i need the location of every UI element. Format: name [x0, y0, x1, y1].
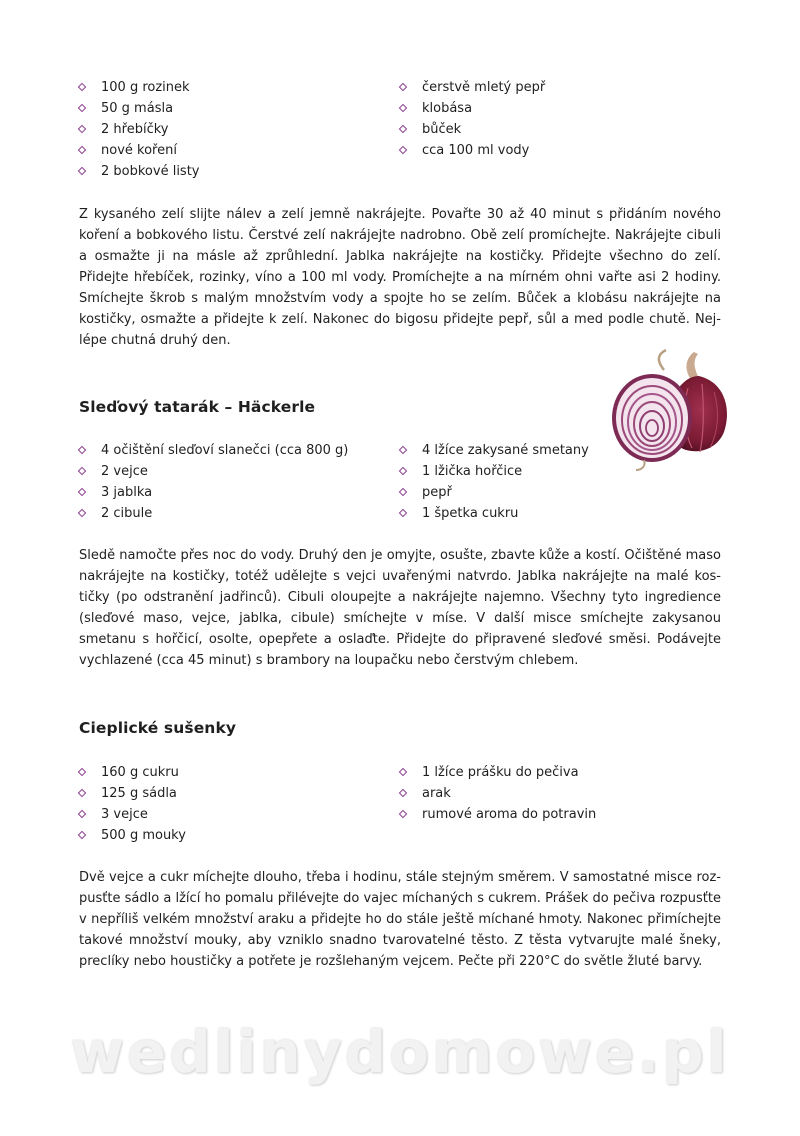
list-item: 125 g sádla [79, 783, 186, 804]
diamond-bullet-icon [78, 831, 86, 839]
ingredients-right-3 [400, 762, 596, 825]
red-onion-illustration [604, 348, 734, 473]
ingredients-left-3 [79, 762, 186, 846]
watermark: wedlinydomowe.pl [70, 1018, 730, 1086]
list-item: 4 lžíce zakysané smetany [400, 440, 589, 461]
diamond-bullet-icon [399, 146, 407, 154]
diamond-bullet-icon [399, 509, 407, 517]
list-item: 1 špetka cukru [400, 503, 589, 524]
diamond-bullet-icon [78, 467, 86, 475]
list-item: pepř [400, 482, 589, 503]
diamond-bullet-icon [78, 768, 86, 776]
diamond-bullet-icon [399, 467, 407, 475]
diamond-bullet-icon [78, 810, 86, 818]
list-item: 160 g cukru [79, 762, 186, 783]
list-item: cca 100 ml vody [400, 140, 545, 161]
diamond-bullet-icon [78, 167, 86, 175]
list-item: klobása [400, 98, 545, 119]
list-item: 4 očištění sleďoví slanečci (cca 800 g) [79, 440, 348, 461]
list-item: 1 lžička hořčice [400, 461, 589, 482]
recipe-title-herring-tartare: Sleďový tatarák – Häckerle [79, 398, 316, 416]
ingredients-right-1 [400, 77, 545, 161]
list-item: nové koření [79, 140, 200, 161]
list-item: 2 cibule [79, 503, 348, 524]
list-item: 100 g rozinek [79, 77, 200, 98]
list-item: 2 bobkové listy [79, 161, 200, 182]
list-item: 3 vejce [79, 804, 186, 825]
diamond-bullet-icon [78, 83, 86, 91]
list-item: bůček [400, 119, 545, 140]
ingredients-left-2 [79, 440, 348, 524]
recipe-title-cookies: Cieplické sušenky [79, 719, 237, 737]
diamond-bullet-icon [399, 768, 407, 776]
list-item: rumové aroma do potravin [400, 804, 596, 825]
diamond-bullet-icon [78, 488, 86, 496]
diamond-bullet-icon [399, 104, 407, 112]
list-item: 2 vejce [79, 461, 348, 482]
diamond-bullet-icon [78, 125, 86, 133]
ingredients-left-1 [79, 77, 200, 182]
diamond-bullet-icon [78, 104, 86, 112]
list-item: 1 lžíce prášku do pečiva [400, 762, 596, 783]
diamond-bullet-icon [399, 83, 407, 91]
list-item: arak [400, 783, 596, 804]
instructions-paragraph-3: Dvě vejce a cukr míchejte dlouho, třeba i hodinu, stále stejným směrem. V samostatné misce rozpusťte sádlo a lžící ho pomalu přilévejte do vajec míchaných s cukrem. Prášek do pečiva rozpusťte v nepříliš velkém množství araku a přidejte ho do stále ještě míchané hmoty. Nakonec přimíchejte takové množství mouky, aby vzniklo snadno tvarovatelné těsto. Z těsta vytvarujte malé šneky, preclíky nebo houstičky a potřete je rozšlehaným vejcem. Pečte při 220°C do světle žluté barvy. [79, 870, 721, 969]
diamond-bullet-icon [399, 789, 407, 797]
diamond-bullet-icon [78, 446, 86, 454]
diamond-bullet-icon [399, 446, 407, 454]
diamond-bullet-icon [399, 125, 407, 133]
instructions-paragraph-1: Z kysaného zelí slijte nálev a zelí jemně nakrájejte. Povařte 30 až 40 minut s přidáním nového koření a bobkového listu. Čerstvé zelí nakrájejte nadrobno. Obě zelí promíchejte. Nakrájejte cibuli a osmažte ji na másle až zprůhlední. Jablka nakrájejte na kostičky. Přidejte všechno do zelí. Přidejte hřebíček, rozinky, víno a 100 ml vody. Promíchejte a na mírném ohni vařte asi 2 hodiny. Smíchejte škrob s malým množstvím vody a spojte ho se zelím. Bůček a klobásu nakrájejte na kostičky, osmažte a přidejte k zelí. Nakonec do bigosu přidejte pepř, sůl a med podle chutě. Nejlépe chutná druhý den. [79, 207, 721, 348]
list-item: 2 hřebíčky [79, 119, 200, 140]
instructions-paragraph-2: Sledě namočte přes noc do vody. Druhý den je omyjte, osušte, zbavte kůže a kostí. Očištěné maso nakrájejte na kostičky, totéž udělejte s vejci uvařenými natvrdo. Jablka nakrájejte na malé kostičky (po odstranění jadřinců). Cibuli oloupejte a nakrájejte najemno. Všechny tyto ingredience (sleďové maso, vejce, jablka, cibule) smíchejte v míse. V další misce smíchejte zakysanou smetanu s hořčicí, osolte, opepřete a oslaďte. Přidejte do připravené sleďové směsi. Podávejte vychlazené (cca 45 minut) s brambory na loupačku nebo čerstvým chlebem. [79, 548, 721, 668]
diamond-bullet-icon [78, 146, 86, 154]
ingredients-right-2 [400, 440, 589, 524]
diamond-bullet-icon [399, 810, 407, 818]
diamond-bullet-icon [78, 789, 86, 797]
list-item: 3 jablka [79, 482, 348, 503]
diamond-bullet-icon [78, 509, 86, 517]
diamond-bullet-icon [399, 488, 407, 496]
list-item: 50 g másla [79, 98, 200, 119]
list-item: čerstvě mletý pepř [400, 77, 545, 98]
list-item: 500 g mouky [79, 825, 186, 846]
